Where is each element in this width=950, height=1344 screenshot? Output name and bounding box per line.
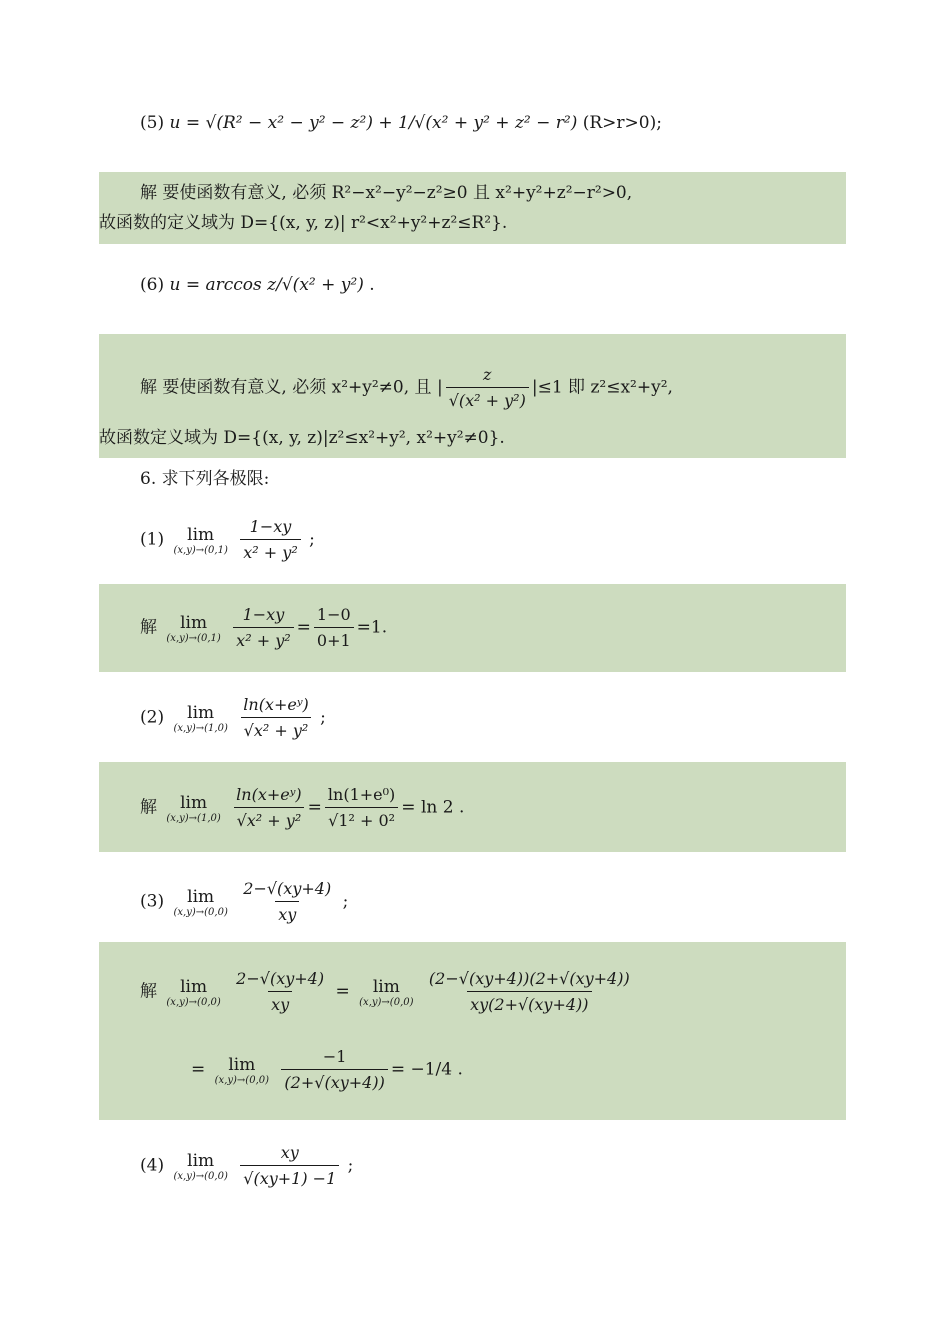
solution-limit-1: 解 lim (x,y)→(0,1) $\frac{1-xy}{\text{x² + y²}}$ = $\frac{1-0}{0+1}$ =1. [140, 605, 388, 650]
problem-6-end: . [369, 275, 375, 295]
fraction-numerator: z [483, 365, 492, 384]
limit-operator: lim (x,y)→(0,0) [214, 1054, 270, 1086]
limit-operator: lim (x,y)→(0,0) [173, 886, 228, 918]
solution-6-line-1 [140, 364, 673, 412]
problem-5 [140, 112, 662, 134]
limit-operator: lim (x,y)→(1,0) [173, 702, 228, 734]
limit-problem-3: (3) lim (x,y)→(0,0) $\frac{2-√(xy+4)}{xy}$ ; [140, 879, 349, 924]
limit-1-fraction: $\frac{1-xy}{\text{x² + y²}}$ [240, 516, 300, 564]
limit-4-fraction: $\frac{xy}{√(xy+1) -1}$ [240, 1142, 339, 1190]
limit-operator: lim (x,y)→(1,0) [166, 792, 221, 824]
fraction-denominator: √(x² + y²) [446, 387, 529, 412]
solution-limit-3-band [99, 942, 846, 1120]
problem-5-expression: u = √(R² − x² − y² − z²) + 1/√(x² + y² + z² − r²) [169, 113, 578, 133]
solution-limit-3-line-2: = lim (x,y)→(0,0) $\frac{-1}{(2+√(xy+4))}$ = −1/4 . [191, 1047, 463, 1092]
limit-operator: lim (x,y)→(0,1) [166, 612, 221, 644]
limit-operator: lim (x,y)→(0,0) [166, 976, 221, 1008]
problem-6-expression: u = arccos z/√(x² + y²) [169, 275, 364, 295]
limit-operator: lim (x,y)→(0,1) [173, 524, 228, 556]
problem-6-label: (6) [140, 275, 165, 295]
solution-limit-2-band [99, 762, 846, 852]
solution-5-line-1: 解 要使函数有意义, 必须 R²−x²−y²−z²≥0 且 x²+y²+z²−r²>0, [140, 183, 633, 203]
limit-problem-2: (2) lim (x,y)→(1,0) $\frac{\text{ln(x+eʸ)}}{\text{√x² + y²}}$ ; [140, 695, 326, 740]
solution-5-band [99, 172, 846, 244]
limit-3-fraction: $\frac{2-√(xy+4)}{xy}$ [243, 879, 332, 924]
problem-6 [140, 274, 375, 296]
limit-operator: lim (x,y)→(0,0) [359, 976, 414, 1008]
solution-6-line-2: 故函数定义域为 D={(x, y, z)|z²≤x²+y², x²+y²≠0}. [99, 428, 505, 448]
solution-6-text-b: |≤1 即 z²≤x²+y², [531, 377, 673, 398]
solution-5-line-2: 故函数的定义域为 D={(x, y, z)| r²<x²+y²+z²≤R²}. [99, 213, 508, 233]
limit-problem-4: (4) lim (x,y)→(0,0) $\frac{xy}{√(xy+1) -1}$ ; [140, 1143, 354, 1188]
solution-limit-1-band [99, 584, 846, 672]
problem-5-label: (5) [140, 113, 165, 133]
limit-1-label: (1) [140, 529, 165, 550]
section-heading: 6. 求下列各极限: [140, 469, 270, 489]
solution-6-fraction [446, 364, 529, 412]
limit-2-fraction: $\frac{\text{ln(x+eʸ)}}{\text{√x² + y²}}$ [240, 694, 312, 742]
solution-6-text-a: 解 要使函数有意义, 必须 x²+y²≠0, 且 | [140, 377, 443, 398]
solution-limit-3-line-1: 解 lim (x,y)→(0,0) $\frac{2-√(xy+4)}{xy}$ = lim (x,y)→(0,0) $\frac{(2-√(xy+4))(2+√(xy+4))}{xy(2+√(xy+4))}$ [140, 969, 630, 1014]
problem-5-condition: (R>r>0); [582, 113, 662, 133]
solution-limit-2: 解 lim (x,y)→(1,0) $\frac{\text{ln(x+eʸ)}}{\text{√x² + y²}}$ = $\frac{\text{ln(1+e⁰)}}{\text{√1² + 0²}}$ = ln 2 . [140, 785, 465, 830]
solution-6-band [99, 334, 846, 458]
limit-problem-1: (1) lim (x,y)→(0,1) $\frac{1-xy}{\text{x² + y²}}$ ; [140, 517, 315, 562]
limit-operator: lim (x,y)→(0,0) [173, 1150, 228, 1182]
